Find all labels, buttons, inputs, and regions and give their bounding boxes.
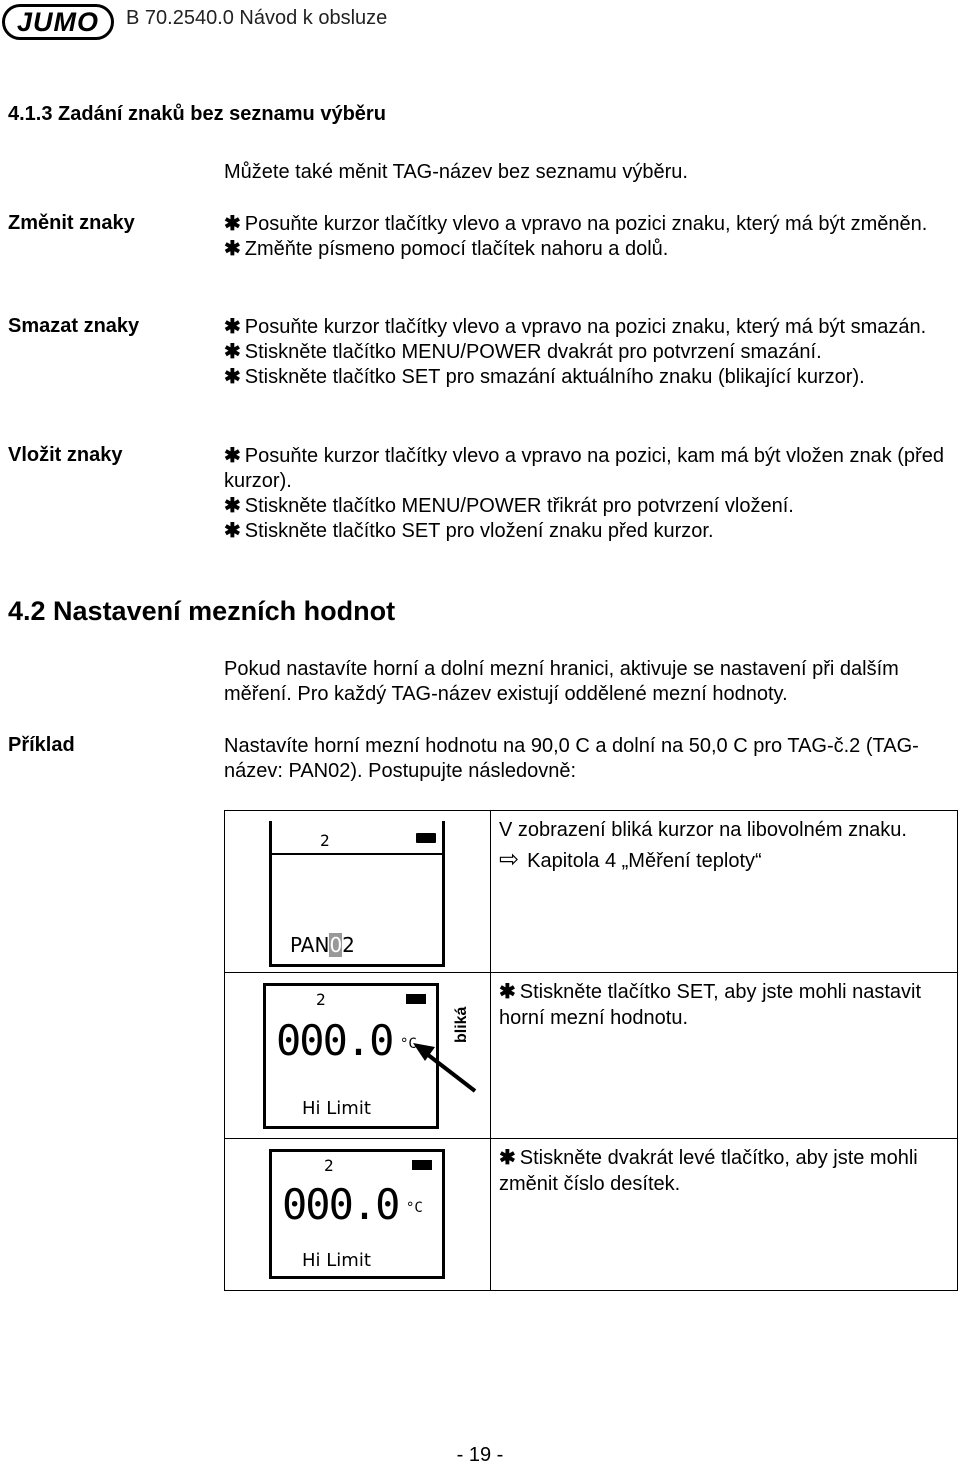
chapter-reference: Kapitola 4 „Měření teploty“ xyxy=(527,850,762,872)
asterisk-icon: ✱ xyxy=(224,316,241,338)
lcd-cell xyxy=(225,973,491,1138)
section-413-heading: 4.1.3 Zadání znaků bez seznamu výběru xyxy=(8,103,386,125)
lcd-divider xyxy=(272,853,442,855)
blinking-cursor: 0 xyxy=(329,933,343,957)
list-item: ✱ Stiskněte tlačítko MENU/POWER dvakrát pro potvrzení smazání. xyxy=(224,341,822,363)
label-example: Příklad xyxy=(8,734,75,756)
lcd-label: Hi Limit xyxy=(302,1098,371,1119)
example-text: Nastavíte horní mezní hodnotu na 90,0 C a dolní na 50,0 C pro TAG-č.2 (TAG-název: PAN02). Postupujte následovně: xyxy=(224,735,919,782)
asterisk-icon: ✱ xyxy=(224,520,241,542)
table-row xyxy=(225,973,957,1139)
page-number: - 19 - xyxy=(456,1444,504,1466)
delete-chars-steps xyxy=(224,315,944,390)
lcd-cell xyxy=(225,811,491,972)
list-item: ✱ Posuňte kurzor tlačítky vlevo a vpravo na pozici znaku, který má být změněn. xyxy=(224,213,928,235)
lcd-tag-number: 2 xyxy=(324,1156,334,1175)
lcd-tag-number: 2 xyxy=(316,990,326,1009)
step-2-text: ✱ Stiskněte tlačítko SET, aby jste mohli nastavit horní mezní hodnotu. xyxy=(499,981,922,1029)
table-row xyxy=(225,811,957,973)
battery-icon xyxy=(416,833,436,843)
section-413-intro: Můžete také měnit TAG-název bez seznamu výběru. xyxy=(224,161,688,183)
step-3-text: ✱ Stiskněte dvakrát levé tlačítko, aby jste mohli změnit číslo desítek. xyxy=(499,1147,918,1195)
asterisk-icon: ✱ xyxy=(499,981,516,1003)
jumo-logo: JUMO xyxy=(2,4,114,40)
table-row xyxy=(225,1139,957,1290)
asterisk-icon: ✱ xyxy=(224,238,241,260)
asterisk-icon: ✱ xyxy=(224,366,241,388)
list-item: ✱ Stiskněte tlačítko SET pro vložení znaku před kurzor. xyxy=(224,520,714,542)
asterisk-icon: ✱ xyxy=(224,341,241,363)
document-reference: B 70.2540.0 Návod k obsluze xyxy=(126,7,388,29)
blink-arrow-icon xyxy=(405,1003,489,1099)
section-42-intro: Pokud nastavíte horní a dolní mezní hranici, aktivuje se nastavení při dalším měření. Pro každý TAG-název existují oddělené mezní hodnoty. xyxy=(224,658,899,705)
list-item: ✱ Změňte písmeno pomocí tlačítek nahoru a dolů. xyxy=(224,238,669,260)
asterisk-icon: ✱ xyxy=(499,1147,516,1169)
label-delete-chars: Smazat znaky xyxy=(8,315,140,337)
blink-label: bliká xyxy=(453,1006,470,1043)
lcd-value: 000.0 xyxy=(282,1180,399,1229)
battery-icon xyxy=(412,1160,432,1170)
lcd-cell xyxy=(225,1139,491,1290)
list-item: ✱ Stiskněte tlačítko SET pro smazání aktuálního znaku (blikající kurzor). xyxy=(224,366,865,388)
lcd-unit: °C xyxy=(400,1036,417,1052)
lcd-unit: °C xyxy=(406,1200,423,1216)
label-insert-chars: Vložit znaky xyxy=(8,444,123,466)
section-42-heading: 4.2 Nastavení mezních hodnot xyxy=(8,596,396,626)
insert-chars-steps xyxy=(224,444,944,544)
lcd-label: Hi Limit xyxy=(302,1250,371,1271)
steps-table xyxy=(224,810,958,1291)
asterisk-icon: ✱ xyxy=(224,213,241,235)
lcd-tag-name: PAN02 xyxy=(290,933,355,957)
asterisk-icon: ✱ xyxy=(224,445,241,467)
lcd-tag-number: 2 xyxy=(320,831,330,850)
lcd-display xyxy=(269,821,445,967)
reference-arrow-icon: ⇨ xyxy=(499,846,520,873)
lcd-value: 000.0 xyxy=(276,1016,393,1065)
step-1-text: V zobrazení bliká kurzor na libovolném znaku. ⇨ Kapitola 4 „Měření teploty“ xyxy=(499,819,907,873)
change-chars-steps xyxy=(224,212,944,262)
list-item: ✱ Stiskněte tlačítko MENU/POWER třikrát pro potvrzení vložení. xyxy=(224,495,794,517)
lcd-display xyxy=(269,1149,445,1279)
label-change-chars: Změnit znaky xyxy=(8,212,135,234)
list-item: ✱ Posuňte kurzor tlačítky vlevo a vpravo na pozici, kam má být vložen znak (před kurzor). xyxy=(224,445,944,492)
list-item: ✱ Posuňte kurzor tlačítky vlevo a vpravo na pozici znaku, který má být smazán. xyxy=(224,316,927,338)
asterisk-icon: ✱ xyxy=(224,495,241,517)
